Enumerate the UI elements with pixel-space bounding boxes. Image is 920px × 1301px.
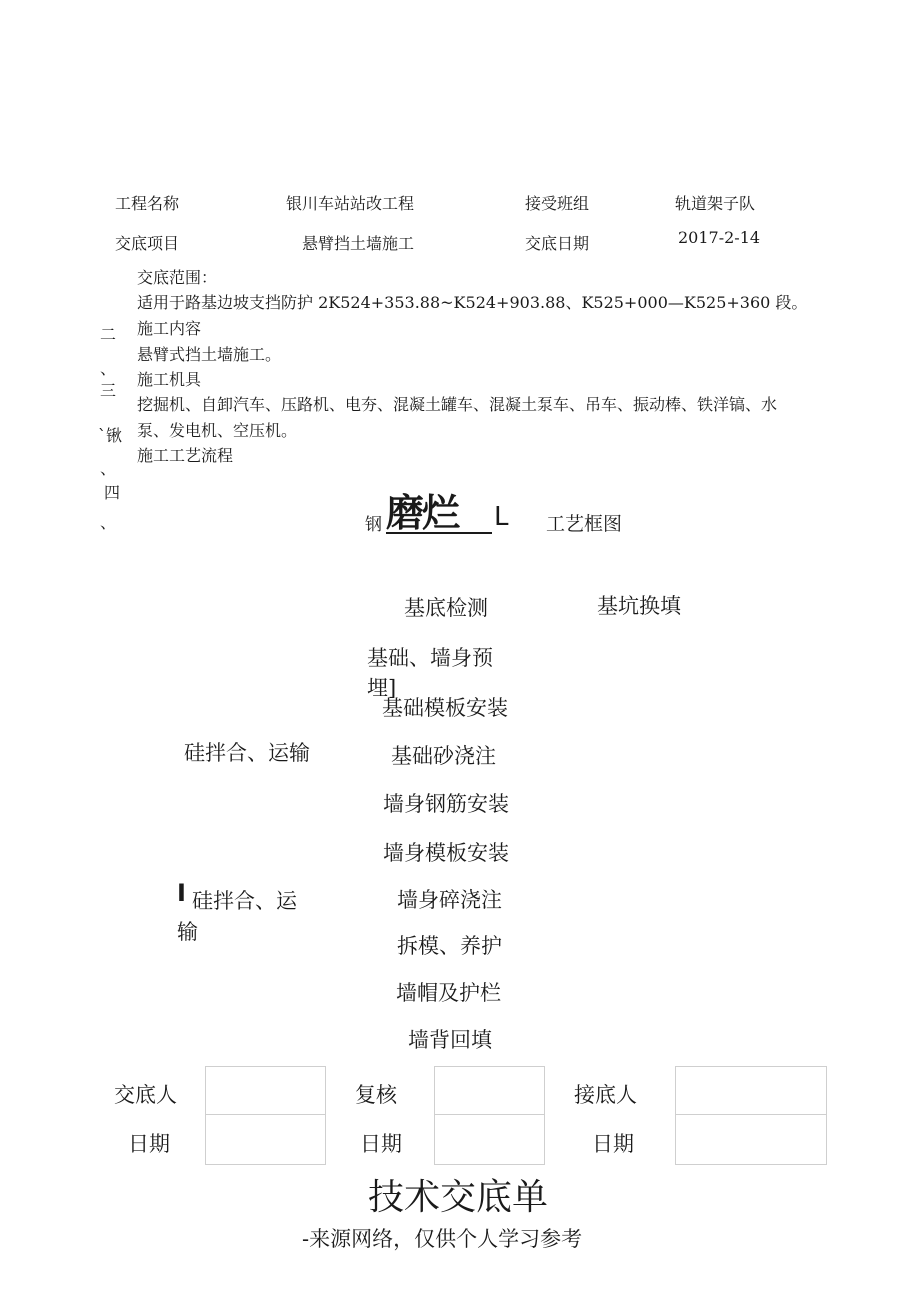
project-name-label: 工程名称 (115, 194, 180, 213)
side-bar-mark: I (177, 879, 186, 907)
step-demold-cure: 拆模、养护 (397, 934, 502, 958)
source-note: -来源网络，仅供个人学习参考 (302, 1227, 583, 1251)
handover-divider (205, 1114, 326, 1115)
flowchart-title-garbled: 磨烂 (386, 490, 459, 535)
flowchart-title-suffix: 工艺框图 (546, 513, 623, 535)
review-date-label: 日期 (360, 1132, 402, 1156)
side-concrete-mix-2-line1: 硅拌合、运 (192, 889, 297, 913)
receiver-divider (675, 1114, 827, 1115)
content-body: 悬臂式挡土墙施工。 (137, 345, 282, 364)
margin-mark: 、 (100, 513, 117, 532)
team-label: 接受班组 (525, 194, 590, 213)
step-foundation-pour: 基础砂浇注 (391, 744, 496, 768)
item-value: 悬臂挡土墙施工 (302, 234, 415, 253)
flowchart-title-prefix: 钢 (365, 515, 382, 535)
machines-body-line2: 泵、发电机、空压机。 (137, 421, 298, 440)
step-wall-cap-railing: 墙帽及护栏 (396, 981, 501, 1005)
machines-title: 施工机具 (137, 370, 202, 389)
team-value: 轨道架子队 (675, 194, 756, 213)
scope-body: 适用于路基边坡支挡防护 2K524+353.88~K524+903.88、K525+000—K525+360 段。 (137, 293, 808, 312)
margin-mark: 、 (100, 459, 117, 478)
step-wall-formwork: 墙身模板安装 (383, 841, 509, 865)
step-wall-pour: 墙身碎浇注 (397, 888, 502, 912)
step-wall-rebar: 墙身钢筋安装 (383, 792, 509, 816)
step-foundation-check: 基底检测 (404, 596, 488, 620)
receiver-sign-box (675, 1066, 827, 1165)
project-name-value: 银川车站站改工程 (286, 194, 415, 213)
step-pit-refill: 基坑换填 (597, 594, 681, 618)
review-divider (434, 1114, 545, 1115)
step-preembed-line1: 基础、墙身预 (367, 646, 493, 670)
flowchart-title-underline (386, 532, 492, 534)
receiver-label: 接底人 (574, 1083, 637, 1107)
step-foundation-formwork: 基础模板安装 (382, 696, 508, 720)
content-title: 施工内容 (137, 319, 202, 338)
date-value: 2017-2-14 (678, 228, 761, 247)
date-label: 交底日期 (525, 234, 590, 253)
item-label: 交底项目 (115, 234, 180, 253)
scope-title: 交底范围： (137, 268, 218, 287)
handover-date-label: 日期 (128, 1132, 170, 1156)
process-title: 施工工艺流程 (137, 446, 234, 465)
handover-label: 交底人 (114, 1083, 177, 1107)
margin-mark: 四 (104, 483, 121, 502)
flowchart-title-mark: L (494, 502, 509, 532)
review-sign-box (434, 1066, 545, 1165)
margin-mark: `锹 (98, 426, 123, 445)
margin-mark: 三 (100, 381, 117, 400)
review-label: 复核 (355, 1083, 397, 1107)
step-backfill: 墙背回填 (408, 1028, 492, 1052)
document-title: 技术交底单 (368, 1177, 549, 1218)
margin-mark: 二 (100, 325, 117, 344)
step-preembed-line2: 埋] (367, 676, 397, 700)
receiver-date-label: 日期 (592, 1132, 634, 1156)
handover-sign-box (205, 1066, 326, 1165)
side-concrete-mix-2-line2: 输 (177, 920, 198, 944)
margin-mark: 、 (100, 359, 117, 378)
machines-body-line1: 挖掘机、自卸汽车、压路机、电夯、混凝土罐车、混凝土泵车、吊车、振动棒、铁洋镐、水 (137, 395, 778, 414)
side-concrete-mix-1: 硅拌合、运输 (184, 741, 310, 765)
